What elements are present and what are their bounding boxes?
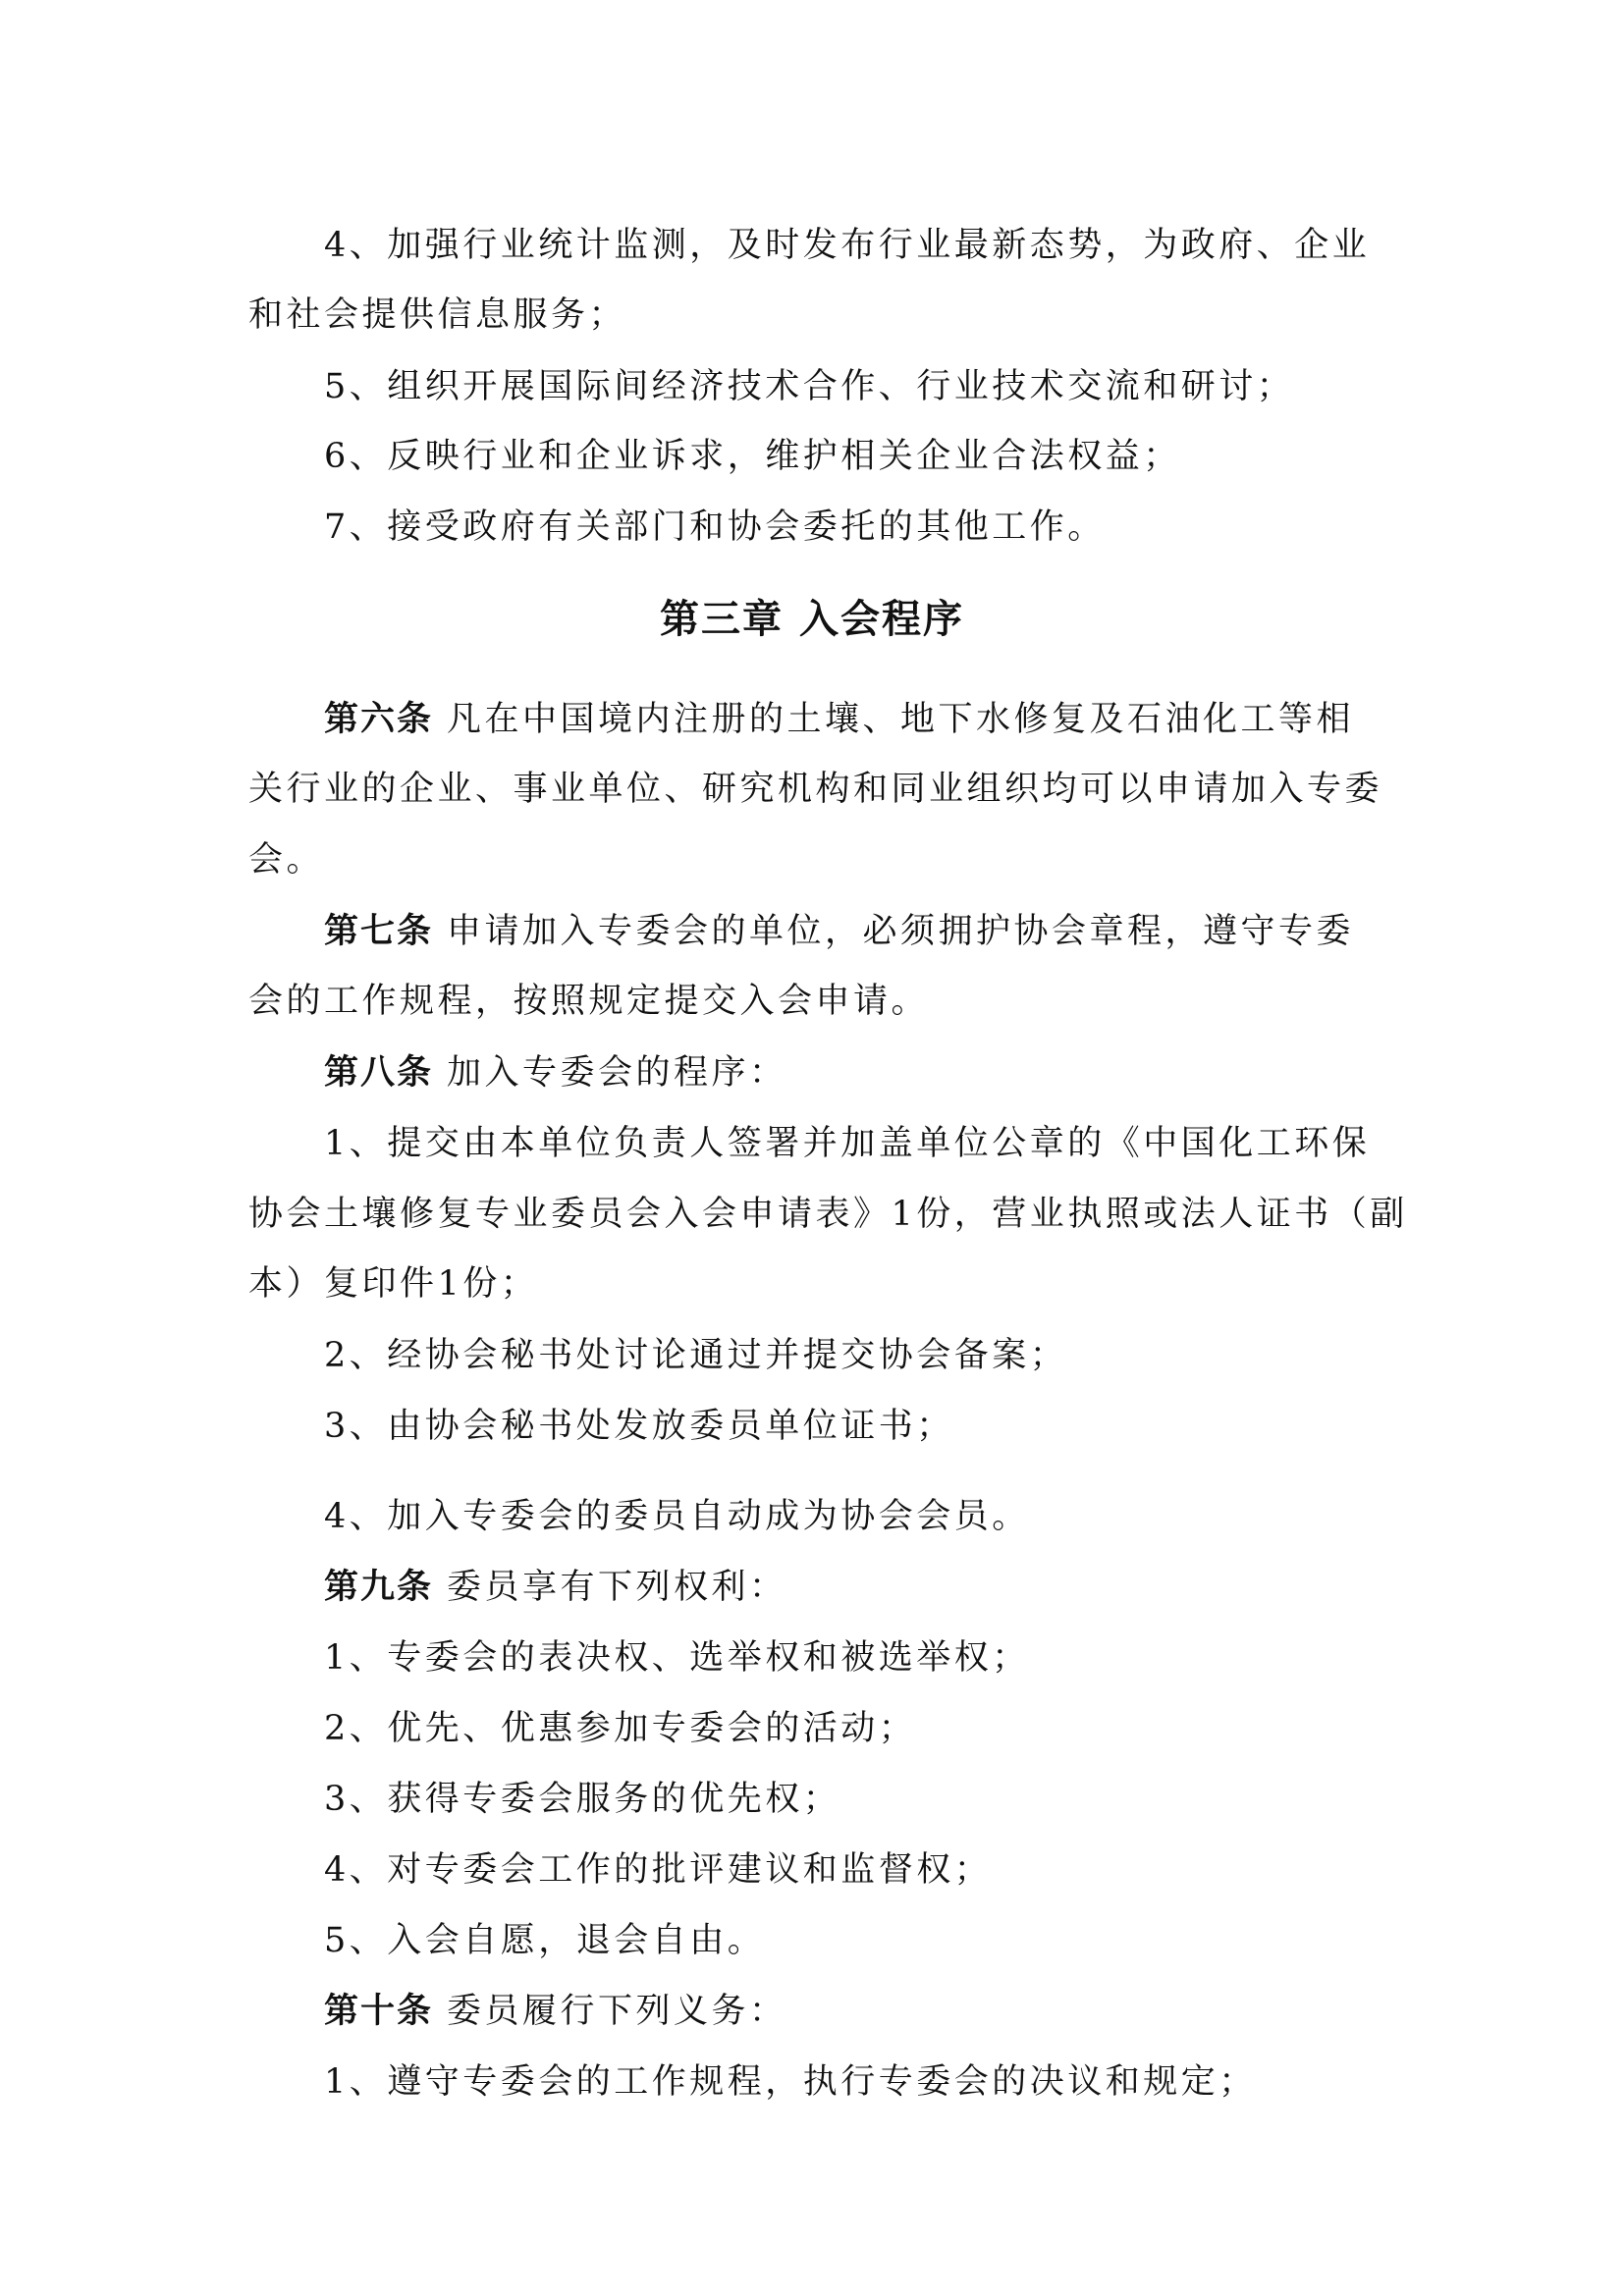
article-9-item3: 3、获得专委会服务的优先权； bbox=[324, 1780, 841, 1819]
article-9-line1 bbox=[324, 1567, 1387, 1608]
article-8-item2: 2、经协会秘书处讨论通过并提交协会备案； bbox=[324, 1336, 1068, 1375]
article-7-line1 bbox=[324, 911, 1387, 952]
article-7-text: 申请加入专委会的单位，必须拥护协会章程，遵守专委 bbox=[447, 912, 1355, 951]
article-8-item3: 3、由协会秘书处发放委员单位证书； bbox=[324, 1407, 954, 1446]
article-6-line1 bbox=[324, 699, 1387, 740]
article-10-label: 第十条 bbox=[324, 1992, 434, 2031]
article-6-line2: 关行业的企业、事业单位、研究机构和同业组织均可以申请加入专委 bbox=[248, 770, 1383, 809]
article-8-text: 加入专委会的程序： bbox=[447, 1053, 787, 1093]
article-8-item1-line3: 本）复印件1份； bbox=[248, 1264, 539, 1304]
article-10-text: 委员履行下列义务： bbox=[447, 1992, 787, 2031]
article-6-text: 凡在中国境内注册的土壤、地下水修复及石油化工等相 bbox=[447, 700, 1355, 739]
article-8-item4: 4、加入专委会的委员自动成为协会会员。 bbox=[324, 1497, 1030, 1536]
article-6-label: 第六条 bbox=[324, 700, 434, 739]
article-8-label: 第八条 bbox=[324, 1053, 434, 1093]
article-9-item2: 2、优先、优惠参加专委会的活动； bbox=[324, 1709, 917, 1748]
article-7-line2: 会的工作规程，按照规定提交入会申请。 bbox=[248, 982, 930, 1021]
chapter-heading: 第三章 入会程序 bbox=[660, 597, 964, 642]
article-8-item1-line2: 协会土壤修复专业委员会入会申请表》1份，营业执照或法人证书（副 bbox=[248, 1195, 1408, 1234]
article-9-text: 委员享有下列权利： bbox=[447, 1568, 787, 1607]
article-10-line1 bbox=[324, 1991, 1387, 2032]
duty-item-4-line1: 4、加强行业统计监测，及时发布行业最新态势，为政府、企业 bbox=[324, 226, 1371, 265]
article-9-item1: 1、专委会的表决权、选举权和被选举权； bbox=[324, 1638, 1030, 1678]
article-6-line3: 会。 bbox=[248, 840, 325, 880]
article-7-label: 第七条 bbox=[324, 912, 434, 951]
article-10-item1: 1、遵守专委会的工作规程，执行专委会的决议和规定； bbox=[324, 2062, 1257, 2102]
article-9-item4: 4、对专委会工作的批评建议和监督权； bbox=[324, 1850, 993, 1890]
duty-item-6: 6、反映行业和企业诉求，维护相关企业合法权益； bbox=[324, 437, 1181, 476]
duty-item-7: 7、接受政府有关部门和协会委托的其他工作。 bbox=[324, 507, 1106, 547]
duty-item-4-line2: 和社会提供信息服务； bbox=[248, 295, 627, 335]
duty-item-5: 5、组织开展国际间经济技术合作、行业技术交流和研讨； bbox=[324, 367, 1295, 406]
article-8-line1 bbox=[324, 1052, 1387, 1094]
article-8-item1-line1: 1、提交由本单位负责人签署并加盖单位公章的《中国化工环保 bbox=[324, 1124, 1371, 1163]
article-9-item5: 5、入会自愿，退会自由。 bbox=[324, 1921, 766, 1960]
article-9-label: 第九条 bbox=[324, 1568, 434, 1607]
